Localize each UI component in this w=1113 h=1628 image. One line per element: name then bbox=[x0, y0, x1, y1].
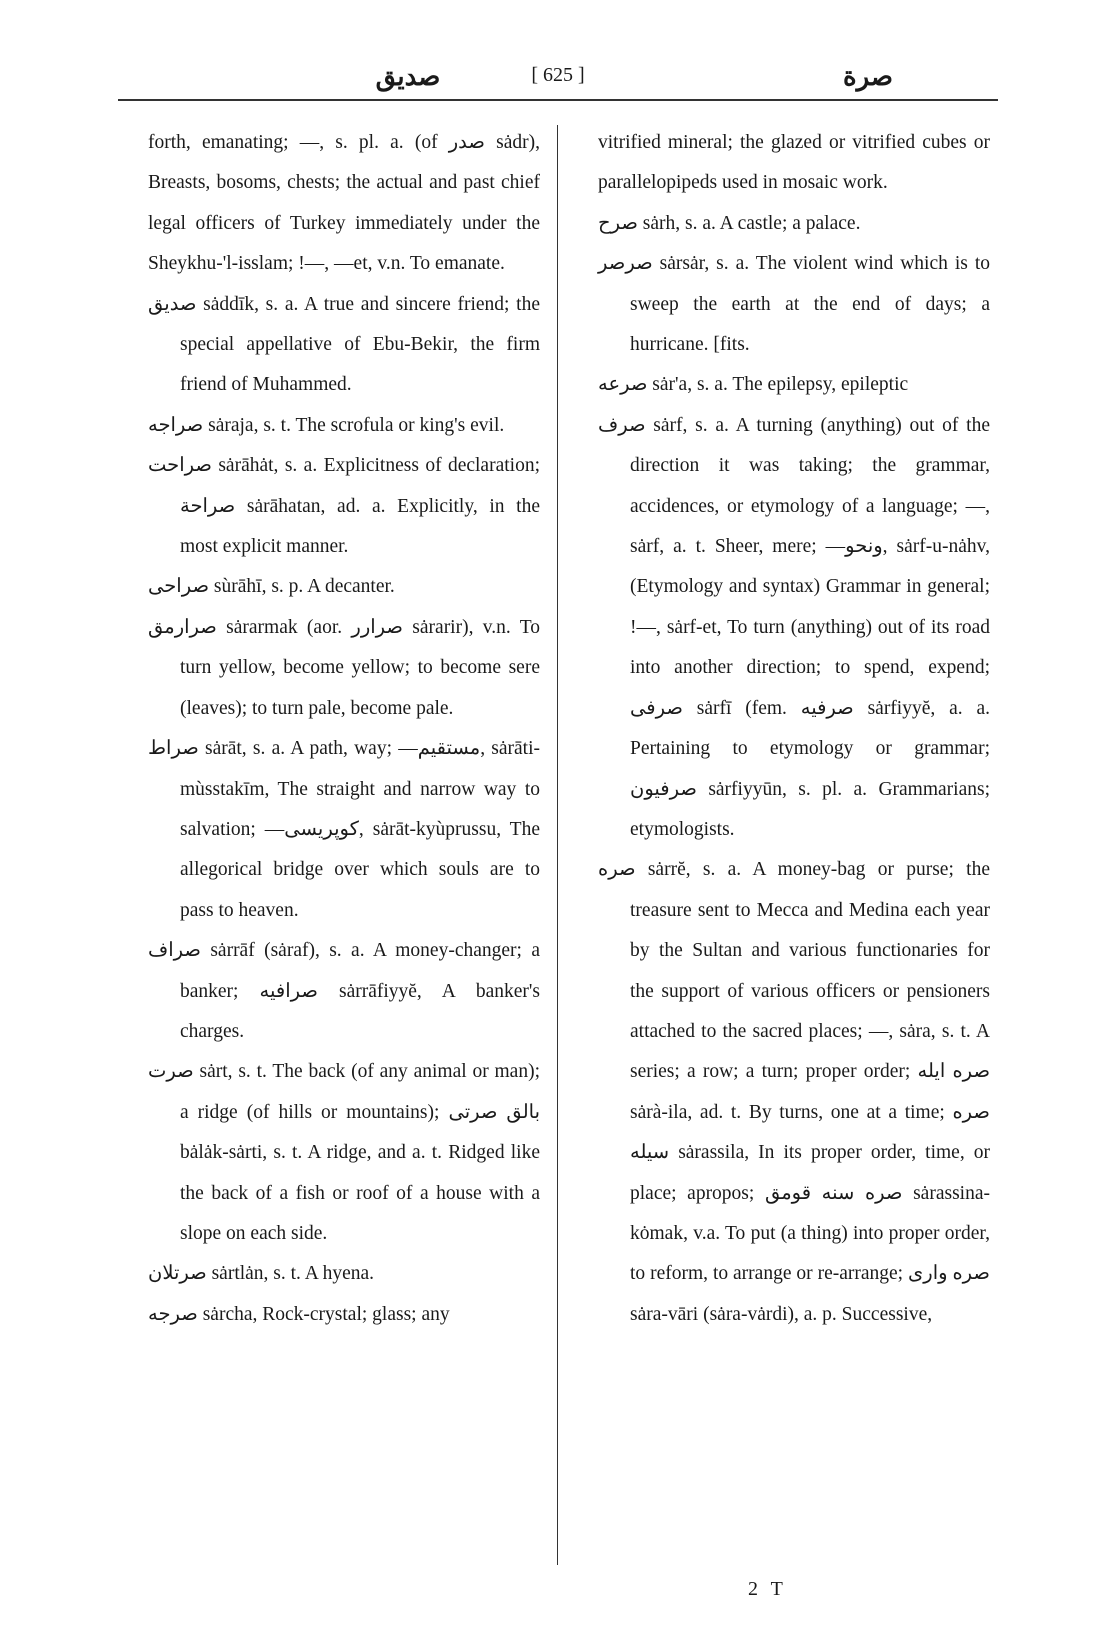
dictionary-entry: vitrified mineral; the glazed or vitrified cubes or parallelopipeds used in mosaic work. bbox=[598, 132, 990, 194]
left-column bbox=[148, 123, 540, 1335]
dictionary-entry: صرجه sȧrcha, Rock-crystal; glass; any bbox=[148, 1303, 450, 1325]
dictionary-entry: صراحى sùrāhī, s. p. A decanter. bbox=[148, 576, 395, 598]
dictionary-entry: صديق sȧddīk, s. a. A true and sincere friend; the special appellative of Ebu-Bekir, the firm friend of Muhammed. bbox=[148, 293, 540, 396]
dictionary-entry: صراجه sȧraja, s. t. The scrofula or king's evil. bbox=[148, 414, 505, 436]
dictionary-entry: صراف sȧrrāf (sȧraf), s. a. A money-changer; a banker; صرافيه sȧrrāfiyyĕ, A banker's charges. bbox=[148, 940, 540, 1042]
right-catchword: صرة bbox=[842, 62, 894, 91]
dictionary-entry: صراط sȧrāt, s. a. A path, way; —مستقيم, sȧrāti-mùsstakīm, The straight and narrow way to salvation; —كوپريسى, sȧrāt-kyùprussu, The allegorical bridge over which souls are to pass to heaven. bbox=[148, 738, 540, 921]
dictionary-entry: صراحت sȧrāhȧt, s. a. Explicitness of declaration; صراحة sȧrāhatan, ad. a. Explicitly, in the most explicit manner. bbox=[148, 455, 540, 558]
dictionary-entry: صرح sȧrh, s. a. A castle; a palace. bbox=[598, 212, 861, 234]
dictionary-entry: صرارمق sȧrarmak (aor. صرارر sȧrarir), v.n. To turn yellow, become yellow; to become sere (leaves); to turn pale, become pale. bbox=[148, 616, 540, 719]
dictionary-entry: صره sȧrrĕ, s. a. A money-bag or purse; the treasure sent to Mecca and Medina each year by the Sultan and various functionaries for the support of various officers or pensioners attached to the sacred places; —, sȧra, s. t. A series; a row; a turn; proper order; صره ايله sȧrà-ila, ad. t. By turns, one at a time; صره سيله sȧrassila, In its proper order, time, or place; apropos; صره سنه قومق sȧrassina-kȯmak, v.a. To put (a thing) into proper order, to reform, to arrange or re-arrange; صره وارى sȧra-vāri (sȧra-vȧrdi), a. p. Successive, bbox=[598, 859, 990, 1325]
header-rule bbox=[118, 99, 998, 101]
dictionary-entry: صرتلان sȧrtlȧn, s. t. A hyena. bbox=[148, 1263, 375, 1285]
page-header bbox=[118, 58, 998, 98]
page-number: [ 625 ] bbox=[531, 64, 585, 86]
dictionary-entry: صرت sȧrt, s. t. The back (of any animal or man); a ridge (of hills or mountains); بالق صرتى bȧlȧk-sȧrti, s. t. A ridge, and a. t. Ridged like the back of a fish or roof of a house with a slope on each side. bbox=[148, 1061, 541, 1244]
column-divider bbox=[557, 125, 558, 1565]
right-column bbox=[598, 123, 990, 1335]
signature-mark: 2 T bbox=[748, 1578, 787, 1600]
dictionary-entry: صرف sȧrf, s. a. A turning (anything) out of the direction it was taking; the grammar, accidences, or etymology of a language; —, sȧrf, a. t. Sheer, mere; —ونحو, sȧrf-u-nȧhv, (Etymology and syntax) Grammar in general; !—, sȧrf-et, To turn (anything) out of its road into another direction; to spend, expend; صرفى sȧrfī (fem. صرفيه sȧrfiyyĕ, a. a. Pertaining to etymology or grammar; صرفيون sȧrfiyyūn, s. pl. a. Grammarians; etymologists. bbox=[598, 414, 990, 840]
dictionary-entry: صرعه sȧr'a, s. a. The epilepsy, epileptic bbox=[598, 374, 909, 396]
dictionary-entry: صرصر sȧrsȧr, s. a. The violent wind which is to sweep the earth at the end of days; a hurricane. [fits. bbox=[598, 253, 990, 356]
left-catchword: صديق bbox=[375, 62, 441, 91]
dictionary-entry: forth, emanating; —, s. pl. a. (of صدر sȧdr), Breasts, bosoms, chests; the actual and past chief legal officers of Turkey immediately under the Sheykhu-'l-isslam; !—, —et, v.n. To emanate. bbox=[148, 132, 540, 275]
